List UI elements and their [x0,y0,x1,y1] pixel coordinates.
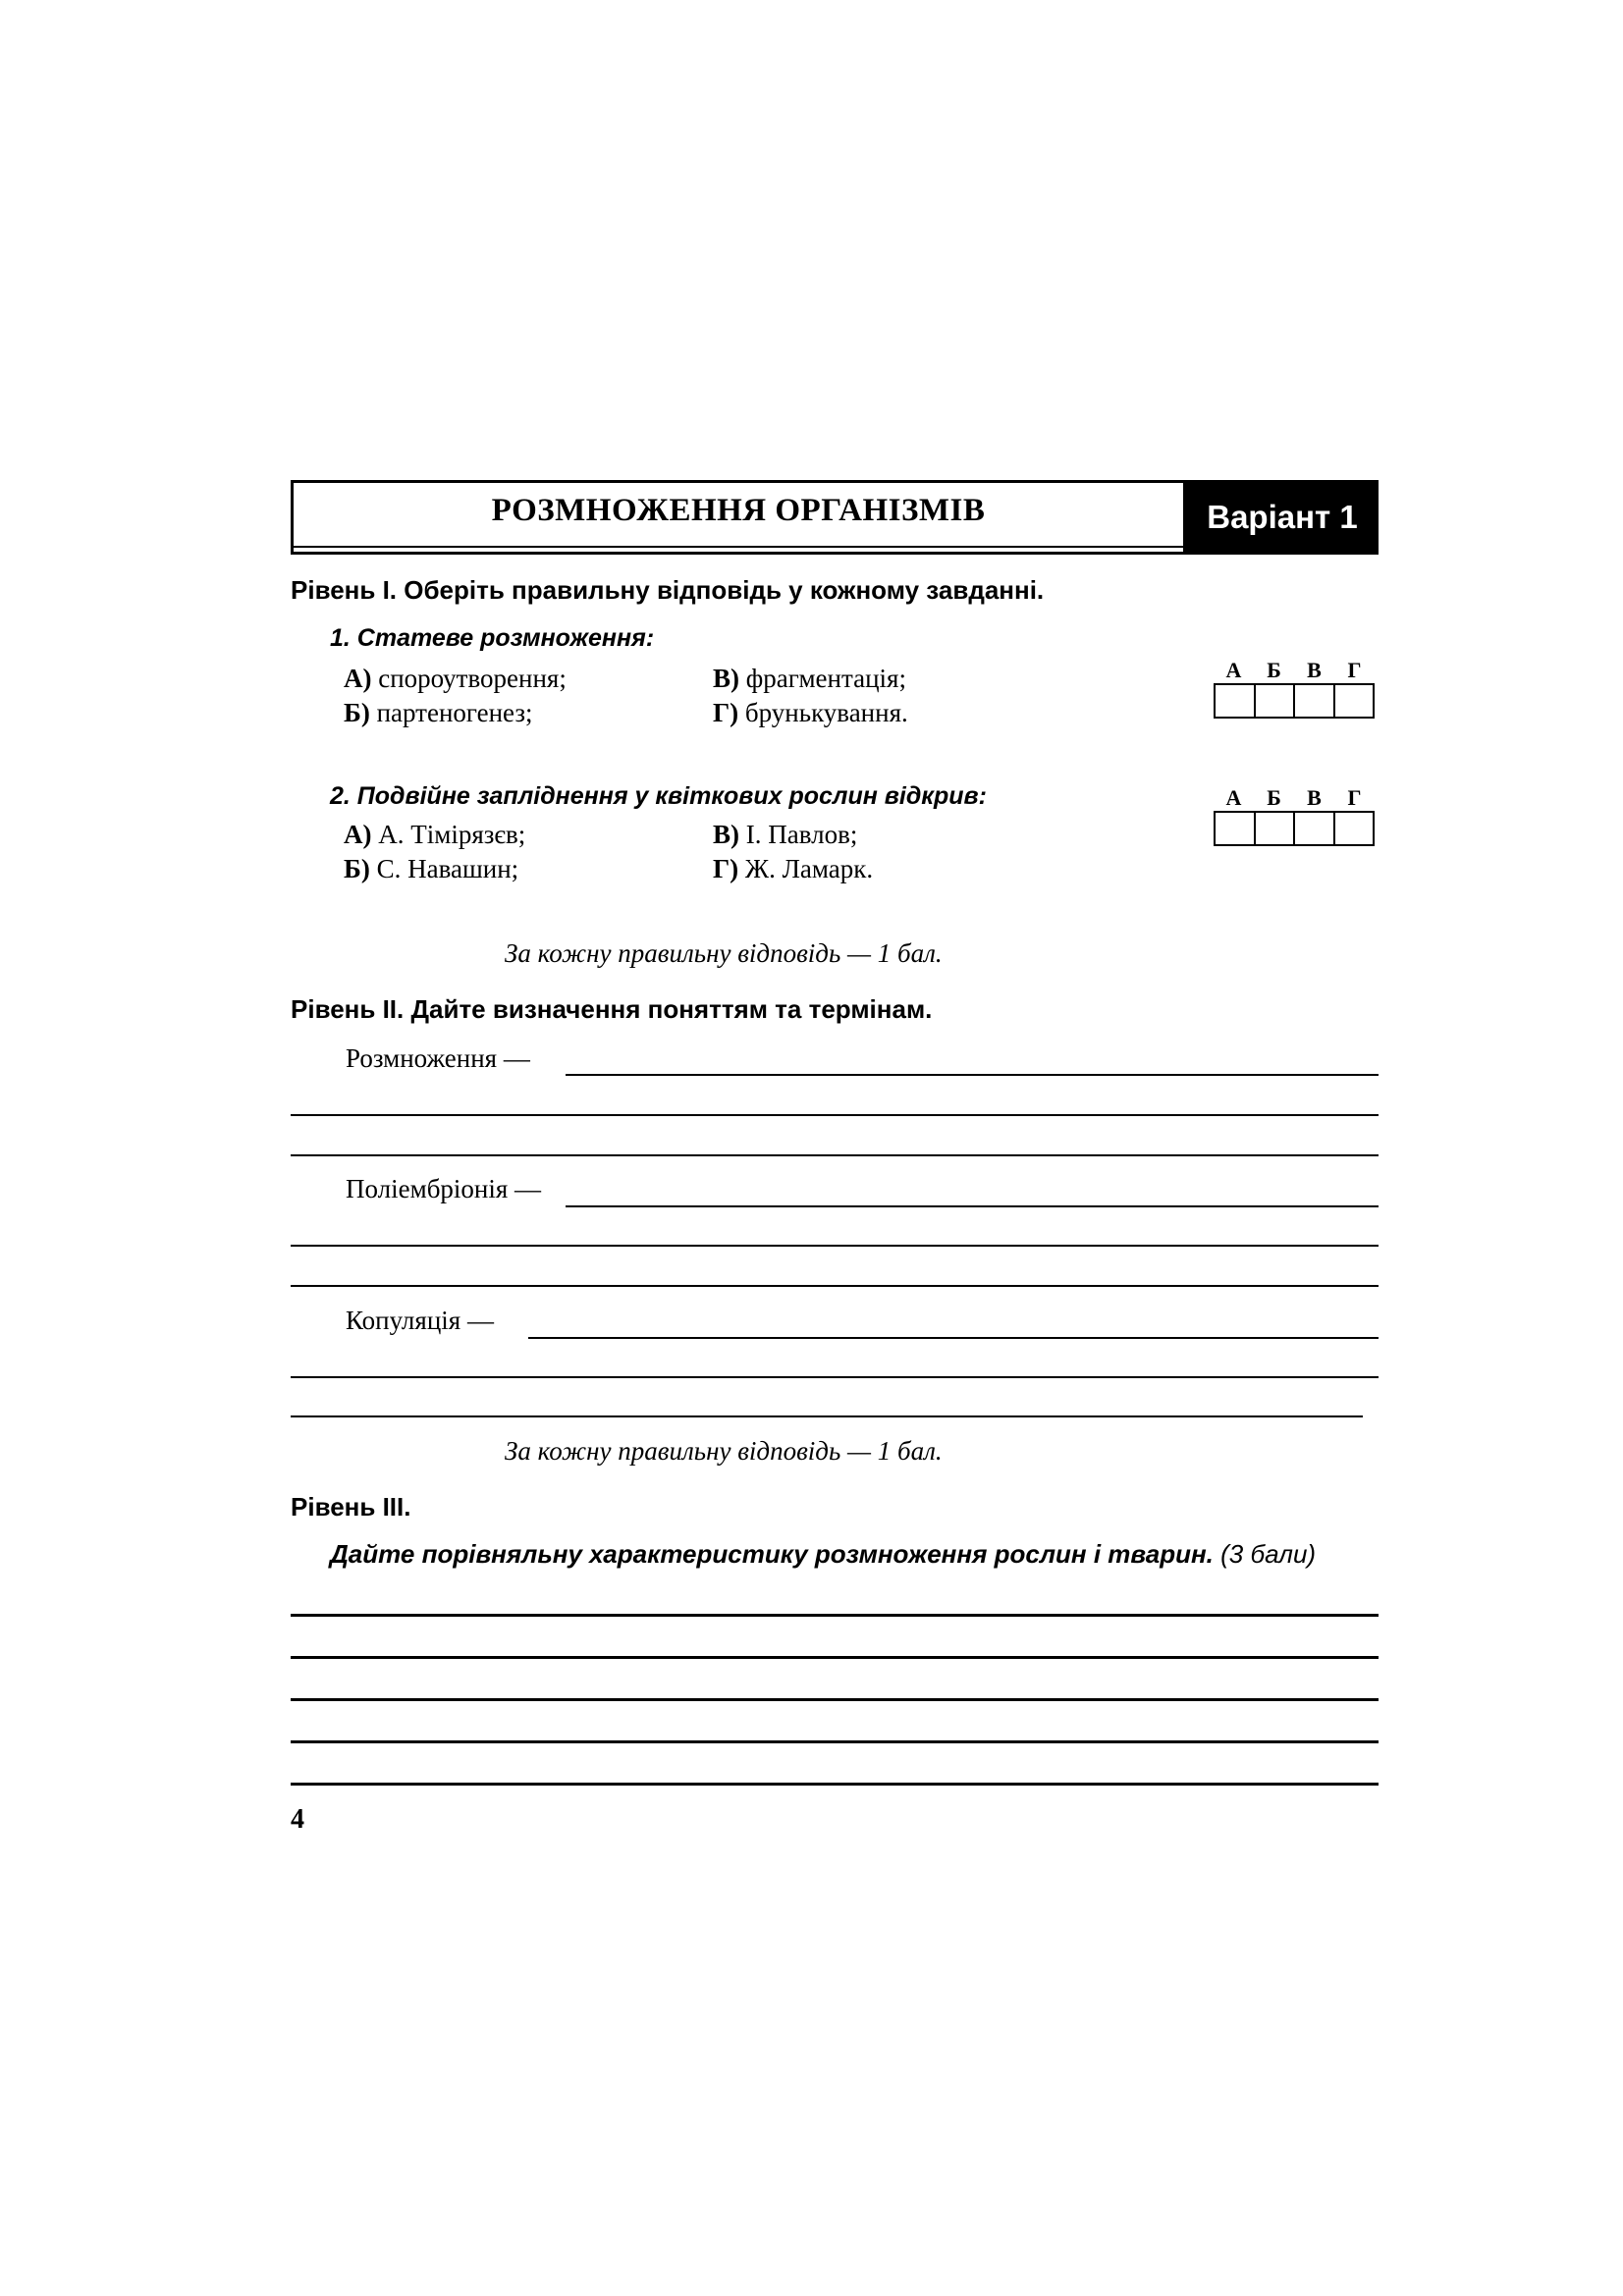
q1-text: 1. Статеве розмноження: [330,624,655,652]
answer-line[interactable] [291,1285,1379,1287]
term-polyembryony: Поліембріонія — [346,1174,542,1203]
page-title: РОЗМНОЖЕННЯ ОРГАНІЗМІВ [491,493,986,528]
q1-answer-cell-g[interactable] [1335,685,1374,717]
q1-answer-grid: А Б В Г [1214,658,1375,719]
q2-answer-cell-a[interactable] [1216,813,1256,844]
answer-line[interactable] [291,1656,1379,1659]
q1-answer-cell-b[interactable] [1256,685,1296,717]
q2-option-g: Г) Ж. Ламарк. [713,854,874,883]
q1-option-a: А) спороутворення; [344,664,567,693]
q2-option-b: Б) С. Навашин; [344,854,519,883]
answer-line[interactable] [291,1114,1379,1116]
answer-line[interactable] [566,1205,1379,1207]
level1-heading: Рівень І. Оберіть правильну відповідь у кожному завданні. [291,575,1045,605]
answer-line[interactable] [291,1740,1379,1743]
q1-option-b: Б) партеногенез; [344,698,533,727]
level3-task: Дайте порівняльну характеристику розмноження рослин і тварин. (3 бали) [330,1539,1317,1569]
answer-line[interactable] [291,1698,1379,1701]
page-number: 4 [291,1804,304,1835]
term-reproduction: Розмноження — [346,1043,530,1073]
q2-answer-cell-v[interactable] [1295,813,1335,844]
answer-line[interactable] [291,1415,1363,1417]
answer-line[interactable] [291,1376,1379,1378]
q1-option-v: В) фрагментація; [713,664,906,693]
level3-heading: Рівень ІІІ. [291,1492,411,1522]
q2-answer-cell-g[interactable] [1335,813,1374,844]
term-copulation: Копуляція — [346,1306,494,1335]
answer-line[interactable] [291,1154,1379,1156]
q1-option-g: Г) брунькування. [713,698,908,727]
q1-answer-cell-v[interactable] [1295,685,1335,717]
level1-score-note: За кожну правильну відповідь — 1 бал. [505,938,943,968]
answer-line[interactable] [566,1074,1379,1076]
q2-answer-grid: А Б В Г [1214,785,1375,846]
variant-badge: Варіант 1 [1186,480,1379,555]
answer-line[interactable] [528,1337,1379,1339]
q2-text: 2. Подвійне запліднення у квіткових рослин відкрив: [330,782,987,810]
level2-score-note: За кожну правильну відповідь — 1 бал. [505,1436,943,1466]
answer-line[interactable] [291,1614,1379,1617]
answer-line[interactable] [291,1245,1379,1247]
q2-option-a: А) А. Тімірязєв; [344,820,526,849]
level2-heading: Рівень ІІ. Дайте визначення поняттям та термінам. [291,994,933,1024]
q2-option-v: В) І. Павлов; [713,820,858,849]
q1-answer-cell-a[interactable] [1216,685,1256,717]
answer-line[interactable] [291,1783,1379,1786]
q2-answer-cell-b[interactable] [1256,813,1296,844]
